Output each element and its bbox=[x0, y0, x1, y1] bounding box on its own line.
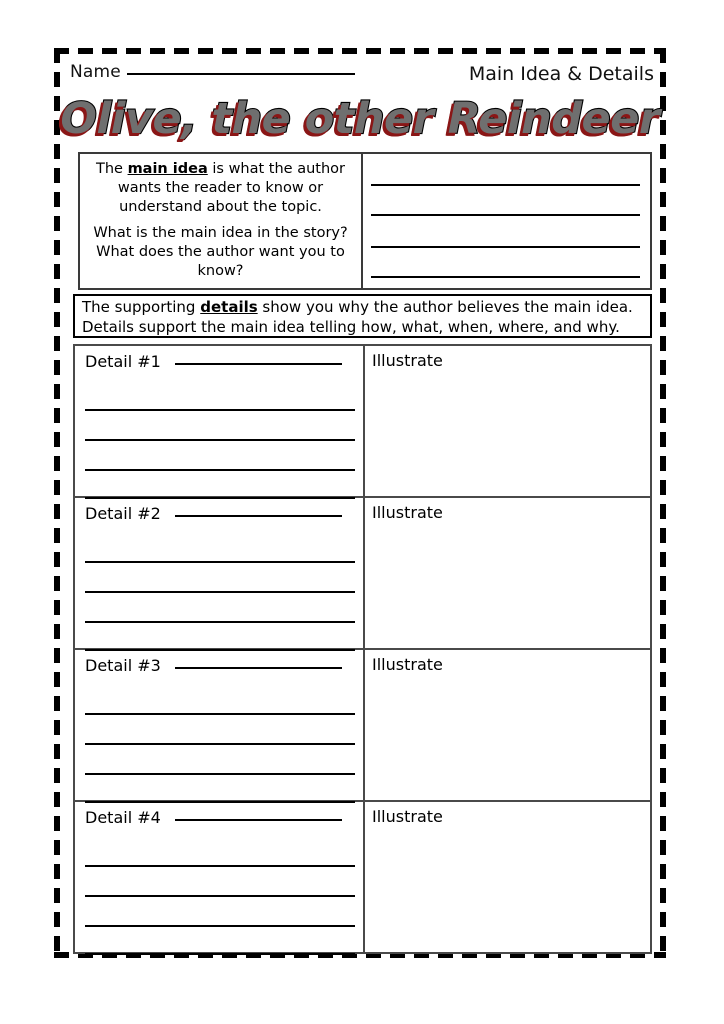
detail-heading bbox=[85, 352, 342, 371]
detail-writing-line[interactable] bbox=[85, 561, 355, 563]
details-banner-line-1 bbox=[82, 298, 645, 318]
detail-writing-line[interactable] bbox=[85, 925, 355, 927]
detail-writing-line[interactable] bbox=[85, 621, 355, 623]
name-input-line[interactable] bbox=[127, 73, 355, 75]
illustrate-cell[interactable] bbox=[365, 498, 650, 648]
detail-writing-cell[interactable] bbox=[75, 346, 365, 496]
dashed-border-right bbox=[660, 48, 666, 958]
page-title: Olive, the other Reindeer bbox=[60, 94, 660, 144]
illustrate-label: Illustrate bbox=[372, 807, 443, 826]
detail-input-line[interactable] bbox=[175, 515, 342, 517]
main-idea-definition bbox=[86, 160, 355, 217]
detail-writing-cell[interactable] bbox=[75, 802, 365, 952]
details-banner-prefix: The supporting bbox=[82, 298, 201, 316]
illustrate-label: Illustrate bbox=[372, 351, 443, 370]
main-idea-question: What is the main idea in the story? What does the author want you to know? bbox=[93, 225, 348, 279]
illustrate-label: Illustrate bbox=[372, 655, 443, 674]
detail-heading bbox=[85, 656, 342, 675]
illustrate-cell[interactable] bbox=[365, 346, 650, 496]
detail-writing-line[interactable] bbox=[85, 713, 355, 715]
detail-label: Detail #4 bbox=[85, 808, 161, 827]
name-label: Name bbox=[70, 62, 121, 82]
illustrate-cell[interactable] bbox=[365, 802, 650, 952]
detail-writing-cell[interactable] bbox=[75, 650, 365, 800]
supporting-details-banner bbox=[73, 294, 652, 338]
details-keyword: details bbox=[200, 298, 258, 316]
illustrate-label: Illustrate bbox=[372, 503, 443, 522]
detail-writing-line[interactable] bbox=[85, 591, 355, 593]
main-idea-answer-line[interactable] bbox=[371, 184, 640, 186]
name-field-group bbox=[70, 62, 355, 82]
detail-writing-line[interactable] bbox=[85, 409, 355, 411]
detail-writing-line[interactable] bbox=[85, 469, 355, 471]
definition-prefix: The bbox=[95, 161, 128, 177]
details-banner-line-2: Details support the main idea telling how, what, when, where, and why. bbox=[82, 317, 620, 336]
detail-writing-cell[interactable] bbox=[75, 498, 365, 648]
illustrate-cell[interactable] bbox=[365, 650, 650, 800]
detail-input-line[interactable] bbox=[175, 667, 342, 669]
details-banner-suffix: show you why the author believes the main idea. bbox=[257, 298, 633, 316]
definition-suffix: is what the author wants the reader to know or understand about the topic. bbox=[117, 161, 345, 215]
detail-heading bbox=[85, 808, 342, 827]
header-row bbox=[70, 62, 654, 92]
main-idea-keyword: main idea bbox=[127, 161, 208, 177]
table-row bbox=[75, 346, 650, 498]
detail-writing-line[interactable] bbox=[85, 743, 355, 745]
table-row bbox=[75, 498, 650, 650]
details-grid bbox=[73, 344, 652, 954]
main-idea-answer-cell[interactable] bbox=[363, 154, 650, 288]
main-idea-answer-line[interactable] bbox=[371, 276, 640, 278]
dashed-border-left bbox=[54, 48, 60, 958]
detail-writing-line[interactable] bbox=[85, 773, 355, 775]
main-idea-table bbox=[78, 152, 652, 290]
detail-input-line[interactable] bbox=[175, 363, 342, 365]
detail-input-line[interactable] bbox=[175, 819, 342, 821]
detail-label: Detail #2 bbox=[85, 504, 161, 523]
detail-writing-line[interactable] bbox=[85, 953, 355, 955]
detail-writing-line[interactable] bbox=[85, 865, 355, 867]
main-idea-answer-line[interactable] bbox=[371, 246, 640, 248]
detail-writing-line[interactable] bbox=[85, 895, 355, 897]
table-row bbox=[75, 802, 650, 952]
detail-writing-line[interactable] bbox=[85, 439, 355, 441]
main-idea-answer-line[interactable] bbox=[371, 214, 640, 216]
worksheet-topic-label: Main Idea & Details bbox=[468, 63, 654, 85]
detail-label: Detail #1 bbox=[85, 352, 161, 371]
detail-label: Detail #3 bbox=[85, 656, 161, 675]
table-row bbox=[75, 650, 650, 802]
detail-heading bbox=[85, 504, 342, 523]
dashed-border-top bbox=[54, 48, 666, 54]
main-idea-prompt-cell bbox=[80, 154, 363, 288]
